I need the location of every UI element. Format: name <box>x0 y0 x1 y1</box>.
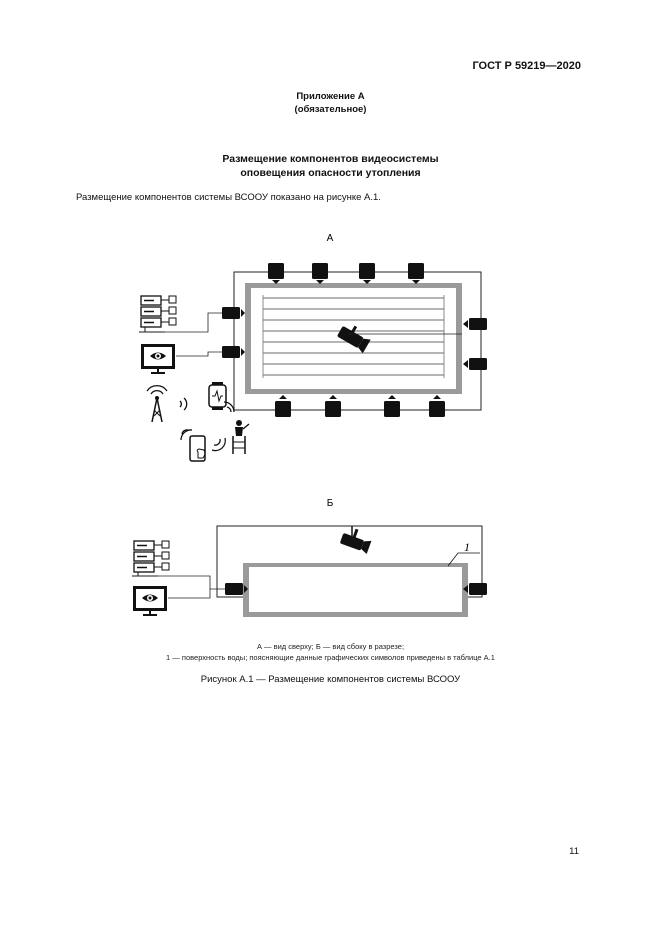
pool-side-view <box>243 563 468 617</box>
server-icon <box>139 296 176 332</box>
underwater-camera-icon <box>463 318 487 330</box>
underwater-camera-icon <box>408 263 424 284</box>
underwater-camera-icon <box>463 358 487 370</box>
underwater-camera-icon <box>359 263 375 284</box>
smartwatch-icon <box>209 382 226 410</box>
section-title-line1: Размещение компонентов видеосистемы <box>222 153 439 165</box>
figure-note-line2: 1 — поверхность воды; поясняющие данные графических символов приведены в таблице А.1 <box>166 653 495 662</box>
underwater-camera-icon <box>268 263 284 284</box>
view-a-label: А <box>326 233 334 244</box>
smartphone-icon <box>190 436 205 461</box>
annex-label: Приложение А <box>296 91 365 102</box>
underwater-camera-icon <box>384 395 400 417</box>
underwater-camera-icon <box>222 307 245 319</box>
figure-note-line1: А — вид сверху; Б — вид сбоку в разрезе; <box>256 642 405 651</box>
page-number: 11 <box>569 846 579 857</box>
section-title-line2: оповещения опасности утопления <box>240 167 421 179</box>
view-b-label: Б <box>326 498 334 509</box>
server-icon <box>132 541 169 576</box>
lifeguard-icon <box>233 420 249 454</box>
underwater-camera-icon <box>312 263 328 284</box>
annex-status: (обязательное) <box>294 104 367 115</box>
underwater-camera-icon <box>325 395 341 417</box>
monitor-icon <box>133 586 167 615</box>
overhead-camera-icon <box>339 525 373 554</box>
figure-note <box>0 641 661 663</box>
standard-code: ГОСТ Р 59219—2020 <box>472 60 581 72</box>
underwater-camera-icon <box>222 346 245 358</box>
underwater-camera-icon <box>429 395 445 417</box>
monitor-icon <box>141 344 175 373</box>
underwater-camera-icon <box>275 395 291 417</box>
radio-tower-icon <box>147 386 167 422</box>
callout-label: 1 <box>464 540 470 554</box>
intro-paragraph: Размещение компонентов системы ВСООУ показано на рисунке А.1. <box>76 192 381 203</box>
figure-caption: Рисунок А.1 — Размещение компонентов системы ВСООУ <box>200 674 461 685</box>
